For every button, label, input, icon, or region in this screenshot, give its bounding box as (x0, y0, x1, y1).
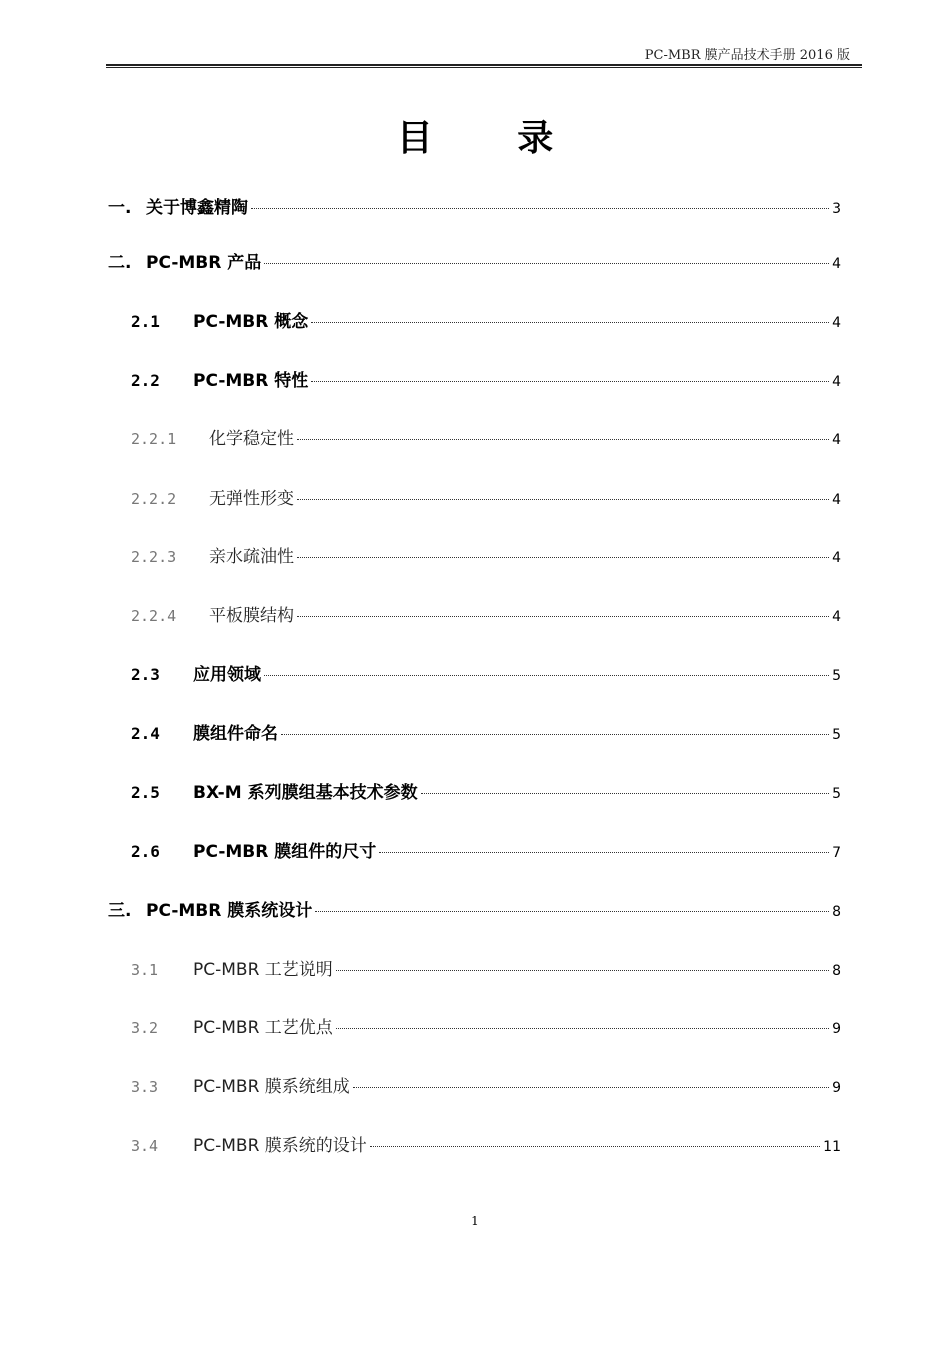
toc-label: PC-MBR 产品 (146, 253, 262, 273)
toc-number: 2.2.2 (131, 490, 177, 508)
toc-entry-2-3[interactable] (131, 660, 841, 684)
toc-label: PC-MBR 膜组件的尺寸 (193, 842, 377, 862)
dot-leader (379, 852, 829, 853)
toc-label: 亲水疏油性 (209, 547, 294, 567)
toc-page: 4 (832, 256, 841, 272)
toc-page: 11 (823, 1139, 841, 1155)
toc-page: 3 (832, 201, 841, 217)
dot-leader (421, 793, 830, 794)
toc-page: 9 (832, 1021, 841, 1037)
dot-leader (264, 263, 829, 264)
toc-number: 三. (108, 901, 132, 921)
dot-leader (297, 499, 829, 500)
toc-number: 2.2.4 (131, 607, 177, 625)
dot-leader (353, 1087, 829, 1088)
toc-label: PC-MBR 膜系统设计 (146, 901, 313, 921)
toc-entry-2-2-2[interactable] (131, 484, 841, 508)
toc-entry-3-1[interactable] (131, 955, 841, 979)
dot-leader (297, 439, 829, 440)
toc-number: 2.4 (131, 724, 160, 743)
header-rule (106, 64, 862, 68)
running-header: PC-MBR 膜产品技术手册 2016 版 (644, 48, 850, 63)
toc-page: 9 (832, 1080, 841, 1096)
toc-entry-2-4[interactable] (131, 719, 841, 743)
toc-page: 5 (832, 727, 841, 743)
dot-leader (336, 1028, 829, 1029)
toc-page: 5 (832, 668, 841, 684)
dot-leader (315, 911, 829, 912)
dot-leader (311, 381, 829, 382)
toc-label: 关于博鑫精陶 (146, 198, 248, 218)
toc-number: 3.1 (131, 961, 159, 979)
dot-leader (370, 1146, 820, 1147)
page-number: 1 (471, 1214, 479, 1228)
toc-page: 4 (832, 315, 841, 331)
toc-number: 3.2 (131, 1019, 159, 1037)
toc-entry-2-2-1[interactable] (131, 424, 841, 448)
toc-page: 4 (832, 492, 841, 508)
toc-number: 2.5 (131, 783, 160, 802)
toc-page: 5 (832, 786, 841, 802)
dot-leader (297, 557, 829, 558)
toc-entry-3-2[interactable] (131, 1013, 841, 1037)
toc-label: PC-MBR 膜系统组成 (193, 1077, 350, 1097)
toc-number: 2.2.1 (131, 430, 177, 448)
toc-page: 4 (832, 432, 841, 448)
toc-page: 4 (832, 609, 841, 625)
dot-leader (264, 675, 829, 676)
toc-entry-2-6[interactable] (131, 837, 841, 861)
toc-entry-3[interactable] (108, 896, 841, 920)
dot-leader (311, 322, 829, 323)
toc-page: 7 (832, 845, 841, 861)
toc-entry-2-2[interactable] (131, 366, 841, 390)
toc-number: 3.4 (131, 1137, 159, 1155)
page-title: 目 录 (396, 118, 590, 159)
toc-number: 一. (108, 198, 132, 218)
toc-entry-3-3[interactable] (131, 1072, 841, 1096)
dot-leader (336, 970, 829, 971)
toc-entry-3-4[interactable] (131, 1131, 841, 1155)
toc-number: 2.3 (131, 665, 160, 684)
toc-number: 2.2 (131, 371, 160, 390)
toc-number: 二. (108, 253, 132, 273)
toc-label: PC-MBR 膜系统的设计 (193, 1136, 367, 1156)
toc-page: 8 (832, 904, 841, 920)
toc-entry-2-5[interactable] (131, 778, 841, 802)
toc-label: PC-MBR 概念 (193, 312, 309, 332)
toc-entry-2-2-3[interactable] (131, 542, 841, 566)
dot-leader (297, 616, 829, 617)
toc-page: 4 (832, 550, 841, 566)
toc-number: 2.1 (131, 312, 160, 331)
toc-label: PC-MBR 工艺优点 (193, 1018, 333, 1038)
toc-number: 3.3 (131, 1078, 159, 1096)
dot-leader (251, 208, 829, 209)
toc-number: 2.2.3 (131, 548, 177, 566)
toc-entry-2-1[interactable] (131, 307, 841, 331)
toc-page: 8 (832, 963, 841, 979)
toc-entry-1[interactable] (108, 193, 841, 217)
toc-label: BX-M 系列膜组基本技术参数 (193, 783, 418, 803)
toc-label: 平板膜结构 (209, 606, 294, 626)
dot-leader (281, 734, 829, 735)
toc-label: 无弹性形变 (209, 489, 294, 509)
toc-label: 化学稳定性 (209, 429, 294, 449)
toc-label: 应用领域 (193, 665, 261, 685)
toc-entry-2-2-4[interactable] (131, 601, 841, 625)
toc-entry-2[interactable] (108, 248, 841, 272)
toc-label: PC-MBR 特性 (193, 371, 309, 391)
toc-label: PC-MBR 工艺说明 (193, 960, 333, 980)
toc-page: 4 (832, 374, 841, 390)
toc-label: 膜组件命名 (193, 724, 278, 744)
toc-number: 2.6 (131, 842, 160, 861)
